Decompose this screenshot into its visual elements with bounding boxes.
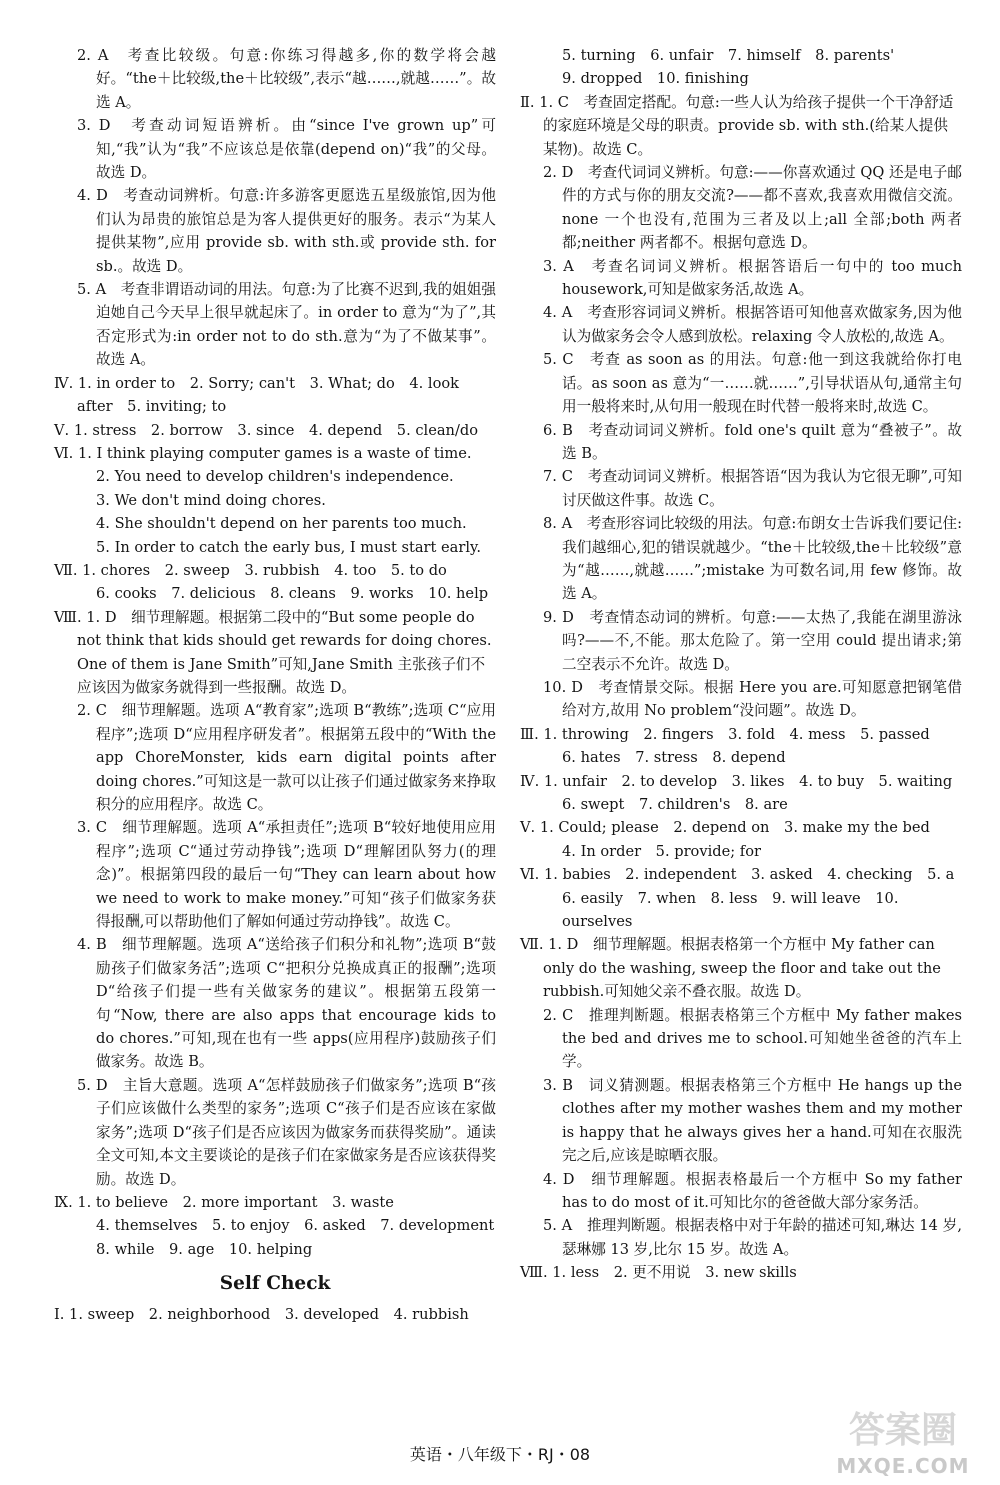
answer-line: 6. swept 7. children's 8. are xyxy=(562,796,788,813)
answer-line: 4. D 考查动词辨析。句意:许多游客更愿选五星级旅馆,因为他们认为昂贵的旅馆总是为客人提供更好的服务。表示“为某人提供某物”,应用 provide sb. with sth.或 provide sth. for sb.。故选 D。 xyxy=(77,187,496,275)
answer-line: Ⅴ. 1. stress 2. borrow 3. since 4. depend 5. clean/do xyxy=(54,421,478,439)
answer-line: 4. She shouldn't depend on her parents too much. xyxy=(96,515,467,533)
answer-line: 5. A 推理判断题。根据表格中对于年龄的描述可知,琳达 14 岁,瑟琳娜 13 岁,比尔 15 岁。故选 A。 xyxy=(543,1217,962,1258)
answer-line: 6. cooks 7. delicious 8. cleans 9. works 10. help xyxy=(96,585,489,603)
answer-line: 9. D 考查情态动词的辨析。句意:——太热了,我能在湖里游泳吗?——不,不能。那太危险了。第一空用 could 提出请求;第二空表示不允许。故选 D。 xyxy=(543,608,962,673)
answer-line: 6. easily 7. when 8. less 9. will leave 10. ourselves xyxy=(562,889,899,931)
answer-line: 7. C 考查动词词义辨析。根据答语“因为我认为它很无聊”,可知讨厌做这件事。故选 C。 xyxy=(543,468,962,509)
page-footer: 英语・八年级下・RJ・08 xyxy=(409,1445,591,1464)
answer-line: Ⅷ. 1. D 细节理解题。根据第二段中的“But some people do not think that kids should get rewards for doing chores. One of them is Jane Smith”可知,Jane Smith 主张孩子们不应该因为做家务就得到一些报酬。故选 D。 xyxy=(54,608,492,696)
right-column xyxy=(520,44,962,1285)
watermark-logo-text: 答案圈 xyxy=(848,1410,957,1451)
answer-line: Ⅳ. 1. in order to 2. Sorry; can't 3. What; do 4. look after 5. inviting; to xyxy=(54,374,460,416)
answer-line: Ⅴ. 1. Could; please 2. depend on 3. make my the bed xyxy=(520,819,930,837)
answer-line: 8. A 考查形容词比较级的用法。句意:布朗女士告诉我们要记住:我们越细心,犯的错误就越少。“the＋比较级,the＋比较级”意为“越……,就越……”;mistake 为可数名词,用 few 修饰。故选 A。 xyxy=(543,515,962,603)
answer-line: Ⅵ. 1. I think playing computer games is a waste of time. xyxy=(54,444,472,462)
answer-line: Ⅱ. 1. C 考查固定搭配。句意:一些人认为给孩子提供一个干净舒适的家庭环境是父母的职责。provide sb. with sth.(给某人提供某物)。故选 C。 xyxy=(520,93,954,158)
answer-line: 3. C 细节理解题。选项 A“承担责任”;选项 B“较好地使用应用程序”;选项 C“通过劳动挣钱”;选项 D“理解团队努力(的理念)”。根据第四段的最后一句“They can learn about how we need to work to make money.”可知“孩子们做家务获得报酬,可以帮助他们了解如何通过劳动挣钱”。故选 C。 xyxy=(77,819,496,931)
answer-line: Ⅵ. 1. babies 2. independent 3. asked 4. checking 5. a xyxy=(520,866,955,884)
answer-line: 6. B 考查动词词义辨析。fold one's quilt 意为“叠被子”。故选 B。 xyxy=(543,421,962,462)
answer-line: 10. D 考查情景交际。根据 Here you are.可知愿意把钢笔借给对方,故用 No problem“没问题”。故选 D。 xyxy=(543,678,962,720)
answer-line: 3. A 考查名词词义辨析。根据答语后一句中的 too much housework,可知是做家务活,故选 A。 xyxy=(543,257,962,299)
answer-line: Ⅰ. 1. sweep 2. neighborhood 3. developed 4. rubbish xyxy=(54,1306,469,1324)
answer-line: Ⅶ. 1. chores 2. sweep 3. rubbish 4. too 5. to do xyxy=(54,561,447,579)
answer-line: 3. D 考查动词短语辨析。由“since I've grown up”可知,“我”认为“我”不应该总是依靠(depend on)“我”的父母。故选 D。 xyxy=(77,117,496,182)
left-column xyxy=(54,44,496,1327)
answer-line: Ⅳ. 1. unfair 2. to develop 3. likes 4. to buy 5. waiting xyxy=(520,772,953,790)
answer-line: 3. B 词义猜测题。根据表格第三个方框中 He hangs up the clothes after my mother washes them and my mother is happy that he always gives her a hand.可知在衣服洗完之后,应该是晾晒衣服。 xyxy=(543,1076,962,1165)
answer-line: 4. A 考查形容词词义辨析。根据答语可知他喜欢做家务,因为他认为做家务会令人感到放松。relaxing 令人放松的,故选 A。 xyxy=(543,304,962,345)
section-heading: Self Check xyxy=(219,1273,331,1295)
answer-line: 2. C 细节理解题。选项 A“教育家”;选项 B“教练”;选项 C“应用程序”;选项 D“应用程序研发者”。根据第五段中的“With the app ChoreMonster, kids earn digital points after doing chores.”可知这是一款可以让孩子们通过做家务来挣取积分的应用程序。故选 C。 xyxy=(77,702,496,813)
answer-line: 8. while 9. age 10. helping xyxy=(96,1240,313,1258)
answer-line: Ⅸ. 1. to believe 2. more important 3. waste xyxy=(54,1193,394,1211)
answer-line: 5. A 考查非谓语动词的用法。句意:为了比赛不迟到,我的姐姐强迫她自己今天早上很早就起床了。in order to 意为“为了”,其否定形式为:in order not to do sth.意为“为了不做某事”。故选 A。 xyxy=(77,281,496,369)
answer-line: 6. hates 7. stress 8. depend xyxy=(562,749,786,767)
answer-line: 2. C 推理判断题。根据表格第三个方框中 My father makes the bed and drives me to school.可知她坐爸爸的汽车上学。 xyxy=(543,1006,962,1071)
answer-line: Ⅲ. 1. throwing 2. fingers 3. fold 4. mess 5. passed xyxy=(520,725,930,743)
answer-line: 3. We don't mind doing chores. xyxy=(96,491,326,509)
watermark-url: MXQE.COM xyxy=(836,1454,970,1478)
answer-line: 4. B 细节理解题。选项 A“送给孩子们积分和礼物”;选项 B“鼓励孩子们做家务活”;选项 C“把积分兑换成真正的报酬”;选项 D“给孩子们提一些有关做家务的建议”。根据第五段第一句“Now, there are also apps that encourage kids to do chores.”可知,现在也有一些 apps(应用程序)鼓励孩子们做家务。故选 B。 xyxy=(77,936,496,1071)
answer-line: 4. D 细节理解题。根据表格最后一个方框中 So my father has to do most of it.可知比尔的爸爸做大部分家务活。 xyxy=(543,1170,962,1211)
watermark-logo xyxy=(818,1408,988,1484)
answer-line: 4. themselves 5. to enjoy 6. asked 7. development xyxy=(96,1217,495,1235)
answer-line: 2. You need to develop children's independence. xyxy=(96,468,454,486)
answer-line: 5. In order to catch the early bus, I must start early. xyxy=(96,538,481,556)
answer-line: 5. C 考查 as soon as 的用法。句意:他一到这我就给你打电话。as soon as 意为“一……就……”,引导状语从句,通常主句用一般将来时,从句用一般现在时代替一般将来时,故选 C。 xyxy=(543,351,962,416)
answer-line: 5. turning 6. unfair 7. himself 8. parents' xyxy=(562,47,895,64)
answer-line: 5. D 主旨大意题。选项 A“怎样鼓励孩子们做家务”;选项 B“孩子们应该做什么类型的家务”;选项 C“孩子们是否应该在家做家务”;选项 D“孩子们是否应该因为做家务而获得奖励”。通读全文可知,本文主要谈论的是孩子们在家做家务是否应该获得奖励。故选 D。 xyxy=(77,1076,496,1188)
answer-line: 2. A 考查比较级。句意:你练习得越多,你的数学将会越好。“the＋比较级,the＋比较级”,表示“越……,就越……”。故选 A。 xyxy=(77,47,496,111)
answer-line: Ⅶ. 1. D 细节理解题。根据表格第一个方框中 My father can only do the washing, sweep the floor and take out the rubbish.可知她父亲不叠衣服。故选 D。 xyxy=(520,936,941,1001)
answer-line: 2. D 考查代词词义辨析。句意:——你喜欢通过 QQ 还是电子邮件的方式与你的朋友交流?——都不喜欢,我喜欢用微信交流。none 一个也没有,范围为三者及以上;all 全部;both 两者都;neither 两者都不。根据句意选 D。 xyxy=(543,164,962,252)
answer-line: 4. In order 5. provide; for xyxy=(562,842,761,860)
answer-line: 9. dropped 10. finishing xyxy=(562,70,749,88)
answer-line: Ⅷ. 1. less 2. 更不用说 3. new skills xyxy=(520,1264,797,1282)
